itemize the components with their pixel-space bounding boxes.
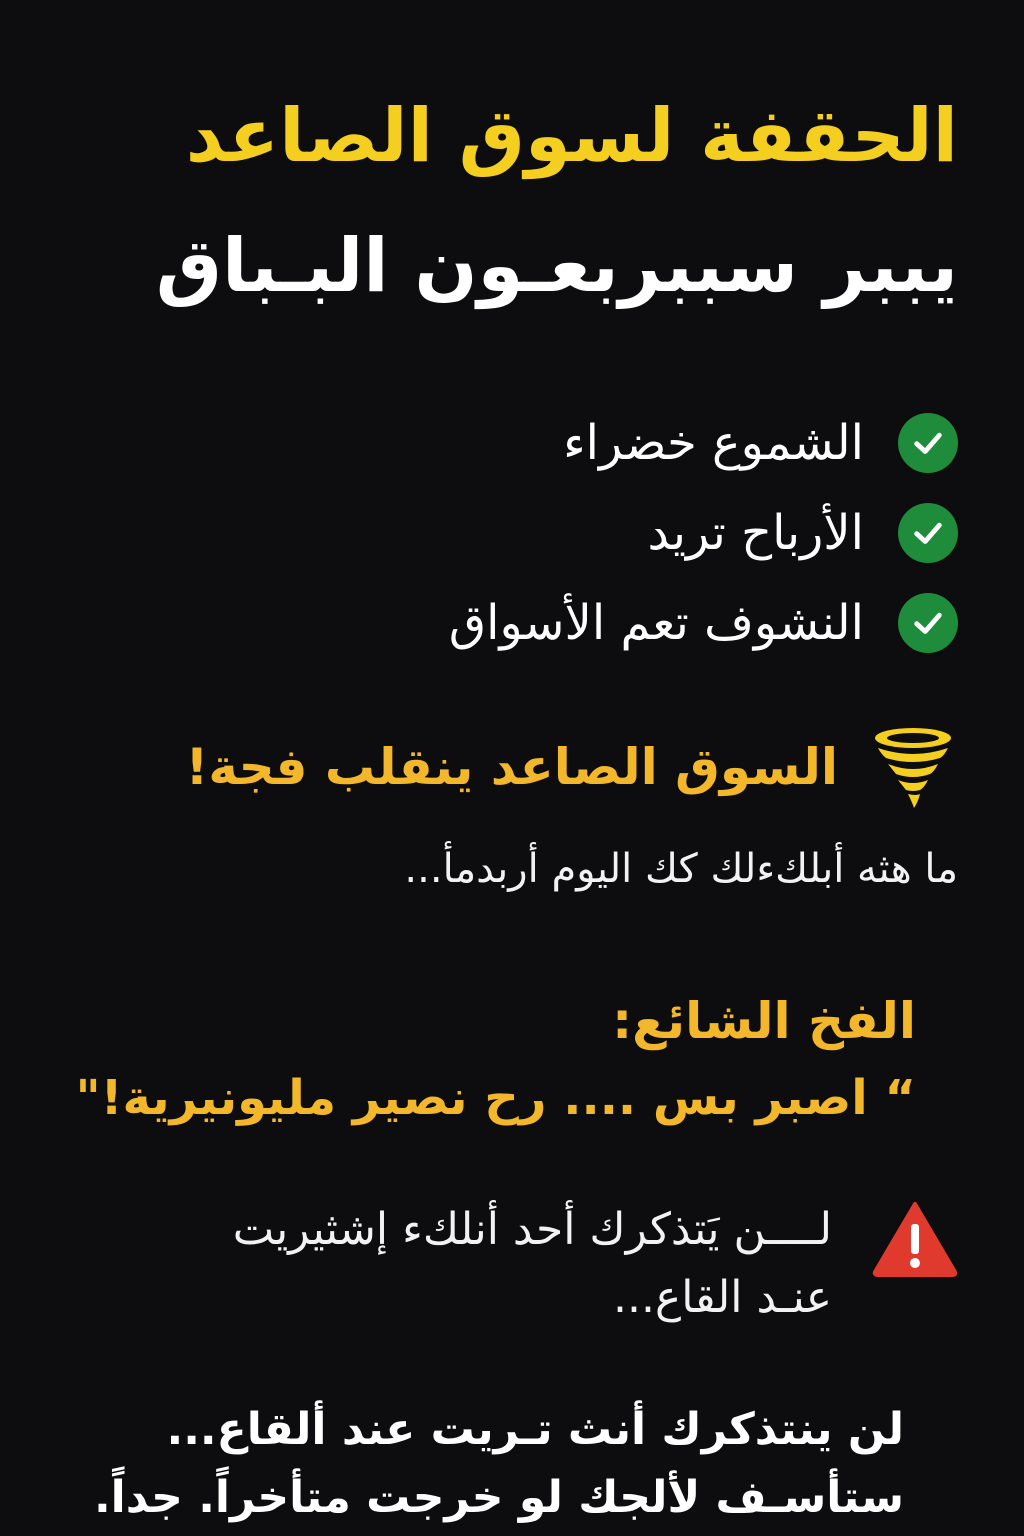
checklist-item-label: الأرباح تريد [647, 505, 864, 561]
trap-quote: “ اصبر بس .... رح نصير مليونيرية!" [75, 1070, 916, 1126]
warning-line: عنـد القاع... [612, 1272, 832, 1324]
alert-title: السوق الصاعد ينقلب فجة! [185, 738, 838, 796]
page-title: الحقفة لسوق الصاعد [185, 93, 958, 179]
closing-line: ستأسـف لألجك لو خرجت متأخراً. جداً. [93, 1472, 904, 1524]
tornado-icon [868, 722, 958, 812]
warning-text [132, 1196, 832, 1332]
warning-line: لــــن يَتذكرك أحد أنلكء إشثيريت [232, 1204, 832, 1255]
list-item [449, 488, 958, 578]
checklist-item-label: النشوف تعم الأسواق [448, 595, 864, 651]
warning-block [132, 1196, 958, 1332]
page-subtitle: يببر سببربعـون البـباق [155, 223, 958, 309]
alert-subtext: ما هثه أبلكءلك كك اليوم أربدمأ... [404, 846, 958, 892]
trap-title: الفخ الشائع: [612, 992, 916, 1050]
check-circle-icon [898, 503, 958, 563]
list-item [449, 398, 958, 488]
warning-triangle-icon [872, 1200, 958, 1278]
check-circle-icon [898, 413, 958, 473]
alert-heading [186, 722, 958, 812]
closing-text [93, 1396, 904, 1532]
checklist-item-label: الشموع خضراء [563, 415, 864, 471]
closing-line: لن ينتذكرك أنث تـريت عند ألقاع... [166, 1404, 904, 1455]
list-item [449, 578, 958, 668]
checklist [449, 398, 958, 668]
check-circle-icon [898, 593, 958, 653]
